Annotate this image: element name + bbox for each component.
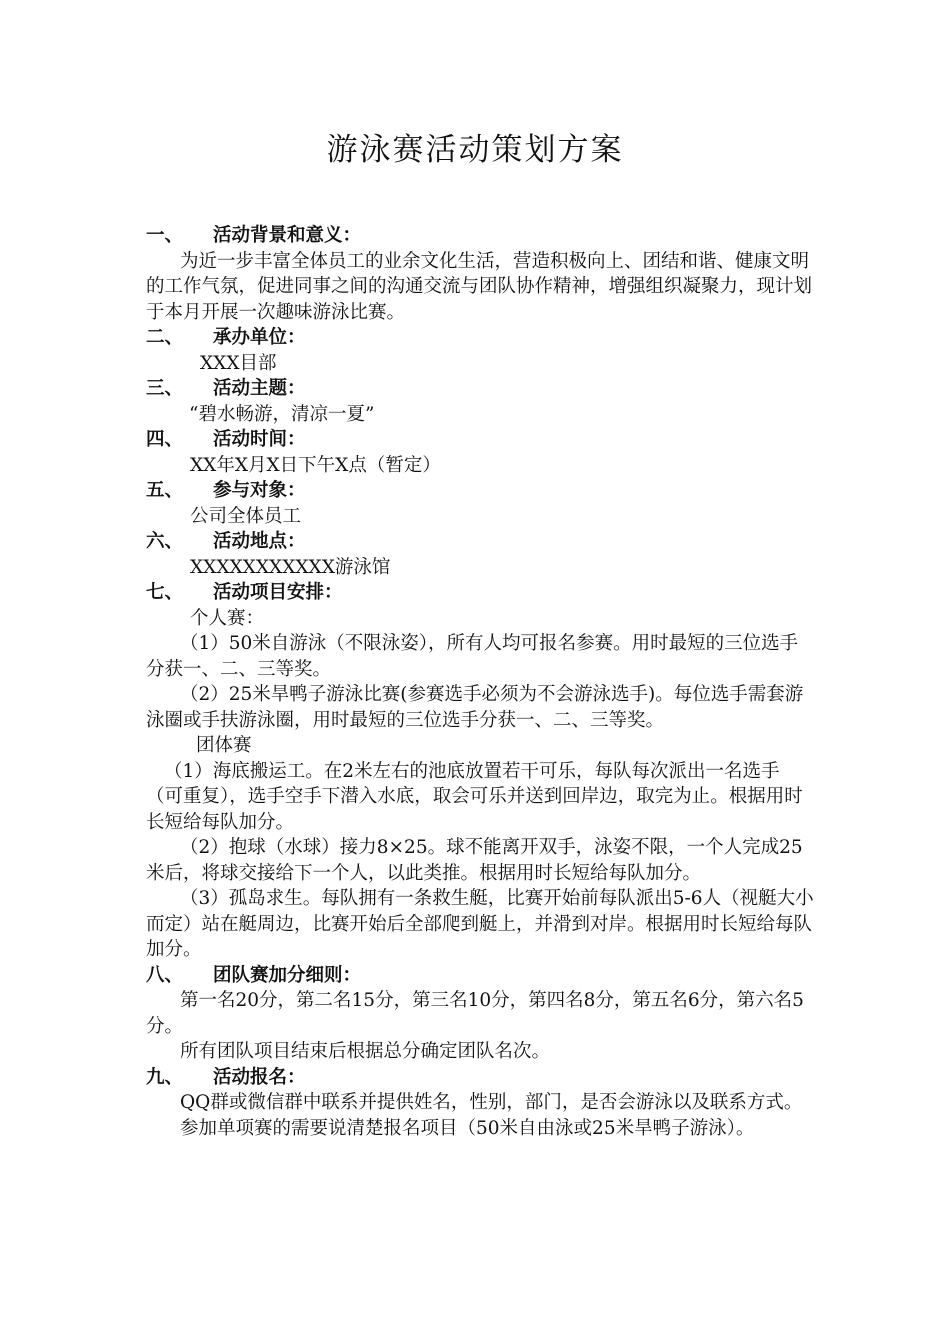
section-number: 九、 xyxy=(146,1066,184,1088)
paragraph: QQ群或微信群中联系并提供姓名，性别，部门，是否会游泳以及联系方式。 xyxy=(180,1092,803,1113)
section-title: 活动主题： xyxy=(213,378,306,399)
section-title: 活动项目安排： xyxy=(213,582,343,603)
section-title: 活动时间： xyxy=(213,429,306,450)
section-heading xyxy=(146,529,816,555)
list-item: （1）50米自游泳（不限泳姿），所有人均可报名参赛。用时最短的三位选手分获一、二、三等奖。 xyxy=(146,633,799,680)
document-body xyxy=(146,223,816,1141)
section-heading xyxy=(146,376,816,402)
paragraph: XXXXXXXXXXX游泳馆 xyxy=(190,556,391,578)
section-number: 三、 xyxy=(146,378,184,399)
paragraph: 参加单项赛的需要说清楚报名项目（50米自由泳或25米旱鸭子游泳）。 xyxy=(180,1117,755,1139)
paragraph: XX年X月X日下午X点（暂定） xyxy=(190,454,441,476)
subsection-label: 团体赛 xyxy=(196,735,252,756)
section-number: 八、 xyxy=(146,964,184,986)
section-title: 团队赛加分细则： xyxy=(213,964,362,986)
section-title: 活动背景和意义： xyxy=(213,225,362,246)
section-heading xyxy=(146,427,816,453)
section-number: 七、 xyxy=(146,582,184,603)
section-number: 六、 xyxy=(146,531,184,552)
section-title: 参与对象： xyxy=(213,480,306,501)
section-heading xyxy=(146,963,816,989)
paragraph: 公司全体员工 xyxy=(190,505,302,527)
section-number: 四、 xyxy=(146,429,184,450)
section-number: 二、 xyxy=(146,327,184,348)
section-number: 五、 xyxy=(146,480,184,501)
list-item: （3）孤岛求生。每队拥有一条救生艇，比赛开始前每队派出5-6人（视艇大小而定）站在艇周边，比赛开始后全部爬到艇上，并滑到对岸。根据用时长短给每队加分。 xyxy=(146,888,814,960)
subsection-label: 个人赛： xyxy=(190,607,265,629)
list-item: （2）25米旱鸭子游泳比赛(参赛选手必须为不会游泳选手)。每位选手需套游泳圈或手扶游泳圈，用时最短的三位选手分获一、二、三等奖。 xyxy=(146,684,804,731)
section-heading xyxy=(146,325,816,351)
paragraph: 所有团队项目结束后根据总分确定团队名次。 xyxy=(180,1041,551,1062)
section-heading xyxy=(146,580,816,606)
paragraph: 第一名20分，第二名15分，第三名10分，第四名8分，第五名6分，第六名5分。 xyxy=(146,990,804,1037)
paragraph: “碧水畅游，清凉一夏” xyxy=(189,403,375,425)
section-heading xyxy=(146,1065,816,1091)
section-title: 活动报名： xyxy=(213,1066,306,1088)
section-heading xyxy=(146,223,816,249)
list-item: （1）海底搬运工。在2米左右的池底放置若干可乐，每队每次派出一名选手（可重复），选手空手下潜入水底，取会可乐并送到回岸边，取完为止。根据用时长短给每队加分。 xyxy=(146,760,803,833)
page-title: 游泳赛活动策划方案 xyxy=(326,132,624,168)
section-heading xyxy=(146,478,816,504)
section-title: 承办单位： xyxy=(213,327,306,348)
paragraph: XXX目部 xyxy=(200,352,277,374)
section-title: 活动地点： xyxy=(213,531,306,552)
list-item: （2）抱球（水球）接力8×25。球不能离开双手，泳姿不限，一个人完成25米后，将球交接给下一个人，以此类推。根据用时长短给每队加分。 xyxy=(146,837,803,884)
section-number: 一、 xyxy=(146,225,184,246)
paragraph: 为近一步丰富全体员工的业余文化生活，营造积极向上、团结和谐、健康文明的工作气氛，促进同事之间的沟通交流与团队协作精神，增强组织凝聚力，现计划于本月开展一次趣味游泳比赛。 xyxy=(146,250,813,323)
